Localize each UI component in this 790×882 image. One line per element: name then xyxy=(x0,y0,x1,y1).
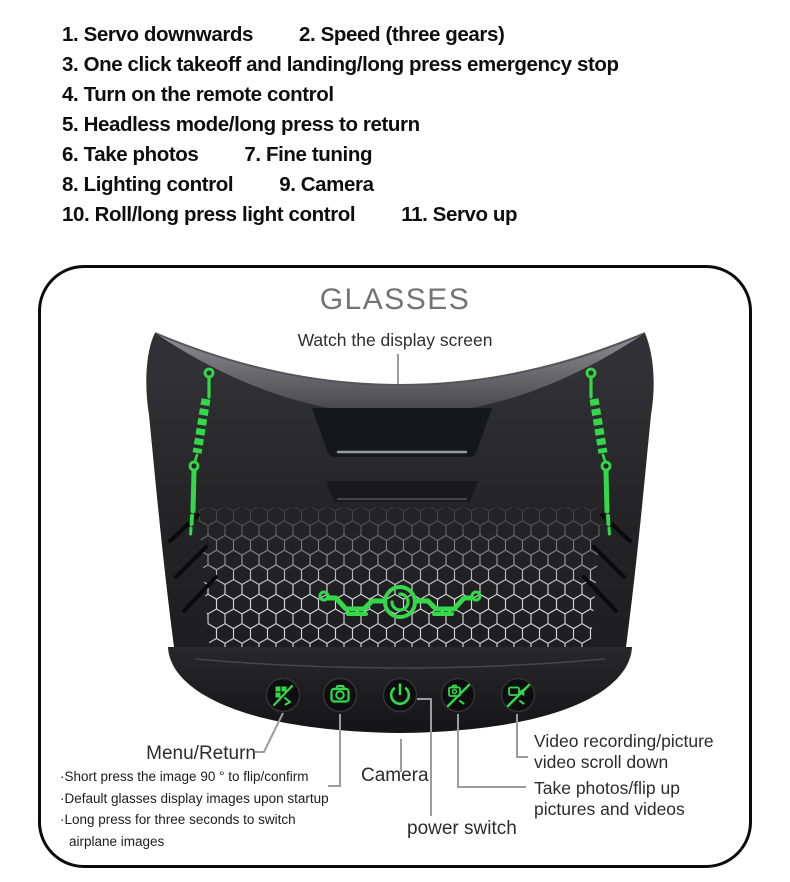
honeycomb-texture xyxy=(198,507,602,653)
instruction-item: 5. Headless mode/long press to return xyxy=(62,113,420,136)
label-menu-return: Menu/Return xyxy=(146,743,256,764)
instruction-item: 3. One click takeoff and landing/long press emergency stop xyxy=(62,53,619,76)
instruction-item: 10. Roll/long press light control xyxy=(62,203,356,226)
instruction-line xyxy=(62,200,619,230)
instruction-item: 4. Turn on the remote control xyxy=(62,83,334,106)
instruction-item: 1. Servo downwards xyxy=(62,23,254,46)
instruction-line xyxy=(62,50,619,80)
notes-list xyxy=(60,766,329,852)
label-video-recording-line2: video scroll down xyxy=(534,752,669,772)
instruction-item: 6. Take photos xyxy=(62,143,199,166)
instruction-item: 11. Servo up xyxy=(401,203,518,226)
power-button xyxy=(384,679,417,712)
label-video-recording xyxy=(534,731,714,773)
video-record-button xyxy=(502,679,535,712)
instruction-line xyxy=(62,80,619,110)
note-line: ·Long press for three seconds to switch xyxy=(60,812,296,827)
instruction-item: 7. Fine tuning xyxy=(244,143,373,166)
label-video-recording-line1: Video recording/picture xyxy=(534,731,714,751)
label-take-photos-line1: Take photos/flip up xyxy=(534,778,680,798)
camera-button xyxy=(324,679,357,712)
instruction-item: 9. Camera xyxy=(279,173,374,196)
note-line: airplane images xyxy=(69,833,165,849)
instruction-item: 2. Speed (three gears) xyxy=(299,23,505,46)
instruction-list xyxy=(62,20,619,230)
instruction-line xyxy=(62,20,619,50)
take-photo-button xyxy=(442,679,475,712)
goggles-top-recess xyxy=(312,408,492,457)
menu-return-button xyxy=(267,679,300,712)
instruction-line xyxy=(62,140,619,170)
instruction-item: 8. Lighting control xyxy=(62,173,234,196)
label-take-photos-line2: pictures and videos xyxy=(534,799,685,819)
label-power-switch: power switch xyxy=(407,818,517,839)
instruction-line xyxy=(62,170,619,200)
note-line: ·Short press the image 90 ° to flip/confirm xyxy=(60,769,309,784)
label-camera: Camera xyxy=(361,765,429,786)
panel-subtitle: Watch the display screen xyxy=(297,330,493,350)
note-line: ·Default glasses display images upon startup xyxy=(60,790,329,806)
panel-title: GLASSES xyxy=(319,283,471,316)
instruction-line xyxy=(62,110,619,140)
label-take-photos xyxy=(534,778,685,820)
